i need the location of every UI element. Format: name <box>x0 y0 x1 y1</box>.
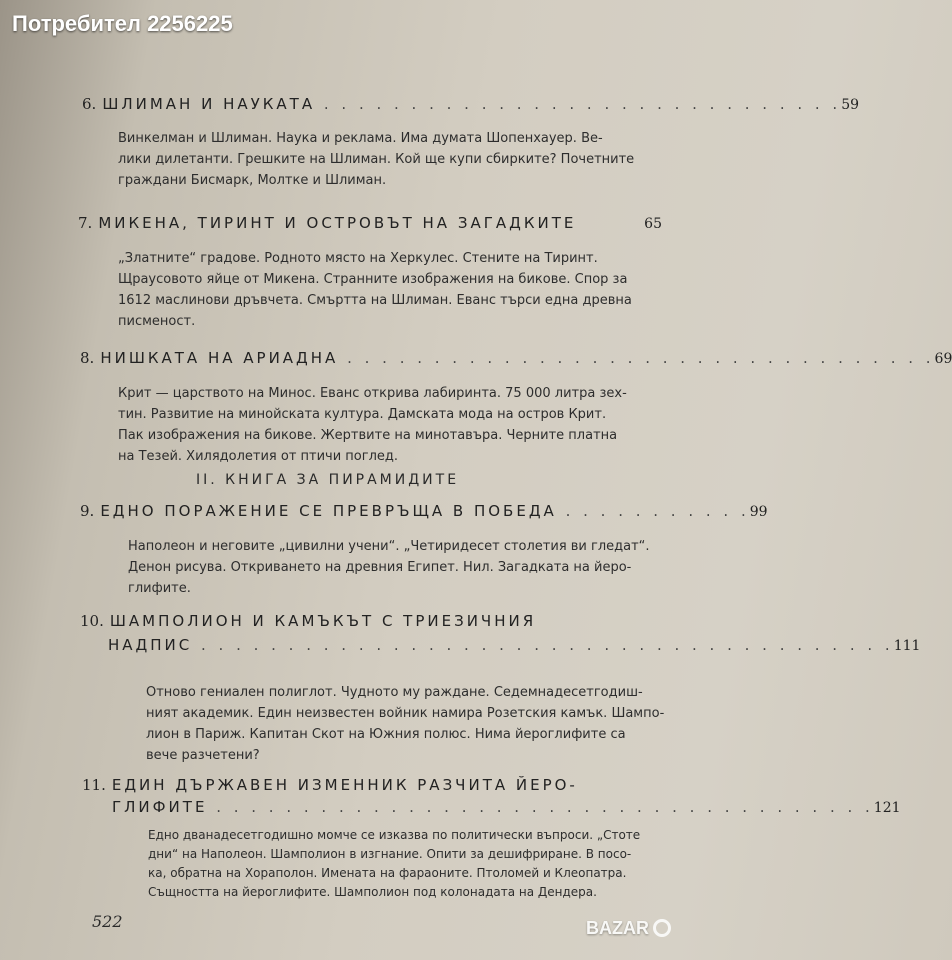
leader-dots: . . . . . . . . . . . . . . . . . . . . . . . . . . . . . . . . . . <box>338 349 935 367</box>
leader-dots: . . . . . . . . . . . . . . . . . . . . . . . . . . . . . . <box>315 95 842 113</box>
toc-entry-10-title <box>80 612 660 630</box>
entry-number: 9. <box>80 502 95 520</box>
description-line: 1612 маслинови дръвчета. Смъртта на Шлиман. Еванс търси една древна <box>118 293 632 308</box>
entry-title: ШАМПОЛИОН И КАМЪКЪТ С ТРИЕЗИЧНИЯ <box>109 612 537 630</box>
entry-title: ЕДНО ПОРАЖЕНИЕ СЕ ПРЕВРЪЩА В ПОБЕДА <box>100 502 557 520</box>
toc-entry-8-title <box>80 349 952 367</box>
description-line: лики дилетанти. Грешките на Шлиман. Кой ще купи сбирките? Почетните <box>118 152 635 167</box>
description-line: Щраусовото яйце от Микена. Странните изображения на бикове. Спор за <box>118 272 628 287</box>
page-number: 522 <box>92 912 123 931</box>
logo-circle-icon <box>653 919 671 937</box>
user-watermark: Потребител 2256225 <box>12 11 233 36</box>
site-logo <box>586 908 708 948</box>
entry-title: ШЛИМАН И НАУКАТА <box>102 95 316 113</box>
description-line: вече разчетени? <box>146 748 260 763</box>
description-line: тин. Развитие на минойската култура. Дамската мода на остров Крит. <box>118 407 607 422</box>
toc-entry-6-description <box>118 128 634 191</box>
description-line: Същността на йероглифите. Шамполион под колонадата на Дендера. <box>148 885 597 899</box>
toc-entry-11-title-continued <box>112 798 901 816</box>
toc-entry-9-title <box>80 502 768 520</box>
entry-number: 6. <box>82 95 97 113</box>
description-line: глифите. <box>128 581 191 596</box>
toc-entry-10-title-continued <box>108 636 921 654</box>
description-line: Едно дванадесетгодишно момче се изказва по политически въпроси. „Стоте <box>148 828 641 842</box>
description-line: граждани Бисмарк, Молтке и Шлиман. <box>118 173 387 188</box>
entry-page: 59 <box>841 97 860 113</box>
entry-title-continued: ГЛИФИТЕ <box>112 798 208 816</box>
entry-number: 8. <box>80 349 95 367</box>
toc-entry-6-title <box>82 95 860 113</box>
toc-entry-7-title <box>78 214 662 232</box>
description-line: „Златните“ градове. Родното място на Херкулес. Стените на Тиринт. <box>118 251 598 266</box>
entry-number: 7. <box>78 214 93 232</box>
part-heading: II. КНИГА ЗА ПИРАМИДИТЕ <box>196 472 460 488</box>
description-line: Денон рисува. Откриването на древния Египет. Нил. Загадката на йеро- <box>128 560 632 575</box>
entry-page: 69 <box>934 351 952 367</box>
leader-dots: . . . . . . . . . . . <box>556 502 750 520</box>
description-line: Винкелман и Шлиман. Наука и реклама. Има думата Шопенхауер. Ве- <box>118 131 603 146</box>
entry-title: НИШКАТА НА АРИАДНА <box>100 349 339 367</box>
leader-dots: . . . . . . . . . . . . . . . . . . . . . . . . . . . . . . . . . . . . . . <box>207 798 874 816</box>
description-line: лион в Париж. Капитан Скот на Южния полюс. Нима йероглифите са <box>146 727 626 742</box>
entry-page: 121 <box>873 800 901 816</box>
description-line: дни“ на Наполеон. Шамполион в изгнание. Опити за дешифриране. В посо- <box>148 847 632 861</box>
description-line: писменост. <box>118 314 196 329</box>
entry-number: 11. <box>82 776 106 794</box>
toc-entry-11-title <box>82 776 672 794</box>
toc-entry-7-description <box>118 248 632 332</box>
entry-title-continued: НАДПИС <box>108 636 193 654</box>
description-line: Наполеон и неговите „цивилни учени“. „Четиридесет столетия ви гледат“. <box>128 539 650 554</box>
description-line: ка, обратна на Хораполон. Имената на фараоните. Птоломей и Клеопатра. <box>148 866 627 880</box>
description-line: Пак изображения на бикове. Жертвите на минотавъра. Черните платна <box>118 428 618 443</box>
toc-entry-10-description <box>146 682 664 766</box>
toc-entry-9-description <box>128 536 650 599</box>
entry-title: ЕДИН ДЪРЖАВЕН ИЗМЕННИК РАЗЧИТА ЙЕРО- <box>111 776 578 794</box>
entry-page: 111 <box>893 638 921 654</box>
entry-title: МИКЕНА, ТИРИНТ И ОСТРОВЪТ НА ЗАГАДКИТЕ <box>98 214 577 232</box>
description-line: Крит — царството на Минос. Еванс открива лабиринта. 75 000 литра зех- <box>118 386 627 401</box>
entry-page: 65 <box>644 216 662 232</box>
leader-dots: . . . . . . . . . . . . . . . . . . . . . . . . . . . . . . . . . . . . . . . . <box>192 636 894 654</box>
description-line: Отново гениален полиглот. Чудното му раждане. Седемнадесетгодиш- <box>146 685 643 700</box>
logo-text: BAZAR <box>586 917 649 938</box>
description-line: ният академик. Един неизвестен войник намира Розетския камък. Шампо- <box>146 706 665 721</box>
entry-page: 99 <box>749 504 768 520</box>
toc-entry-8-description <box>118 383 627 467</box>
description-line: на Тезей. Хилядолетия от птичи поглед. <box>118 449 399 464</box>
toc-entry-11-description <box>148 826 640 902</box>
entry-number: 10. <box>80 612 104 630</box>
